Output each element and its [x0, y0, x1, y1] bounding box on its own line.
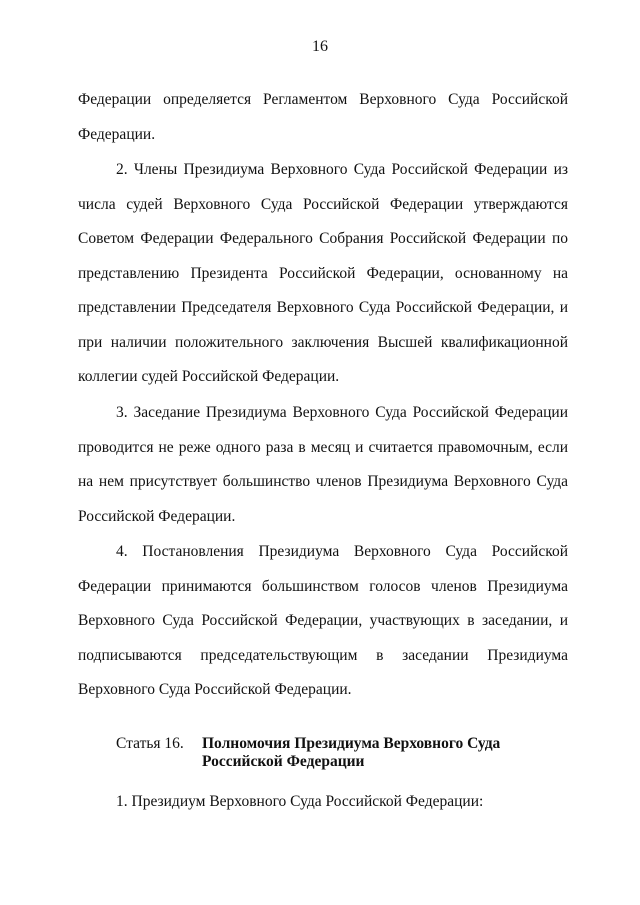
paragraph-2 [78, 153, 568, 395]
paragraph-3 [78, 396, 568, 534]
paragraph-text: 4. Постановления Президиума Верховного Суда Российской Федерации принимаются большинством голосов членов Президиума Верховного Суда Российской Федерации, участвующих в заседании, и подписываются председательствующим в заседании Президиума Верховного Суда Российской Федерации. [78, 543, 568, 698]
article-heading [116, 735, 522, 771]
paragraph-text: 1. Президиум Верховного Суда Российской Федерации: [116, 793, 484, 810]
article-title-line-2: Российской Федерации [202, 753, 365, 770]
paragraph-text: 2. Члены Президиума Верховного Суда Российской Федерации из числа судей Верховного Суда Российской Федерации утверждаются Советом Федерации Федерального Собрания Российской Федерации по представлению Президента Российской Федерации, основанному на представлении Председателя Верховного Суда Российской Федерации, и при наличии положительного заключения Высшей квалификационной коллегии судей Российской Федерации. [78, 161, 568, 385]
paragraph-4 [78, 535, 568, 708]
paragraph-text: 3. Заседание Президиума Верховного Суда Российской Федерации проводится не реже одного раза в месяц и считается правомочным, если на нем присутствует большинство членов Президиума Верховного Суда Российской Федерации. [78, 404, 568, 525]
article-paragraph-1 [78, 785, 568, 820]
article-title [202, 735, 522, 771]
paragraph-text: Федерации определяется Регламентом Верховного Суда Российской Федерации. [78, 91, 568, 143]
page-number: 16 [312, 38, 328, 55]
article-title-line-1: Полномочия Президиума Верховного Суда [202, 735, 501, 752]
paragraph-continuation [78, 83, 568, 152]
article-number: Статья 16. [116, 735, 184, 752]
